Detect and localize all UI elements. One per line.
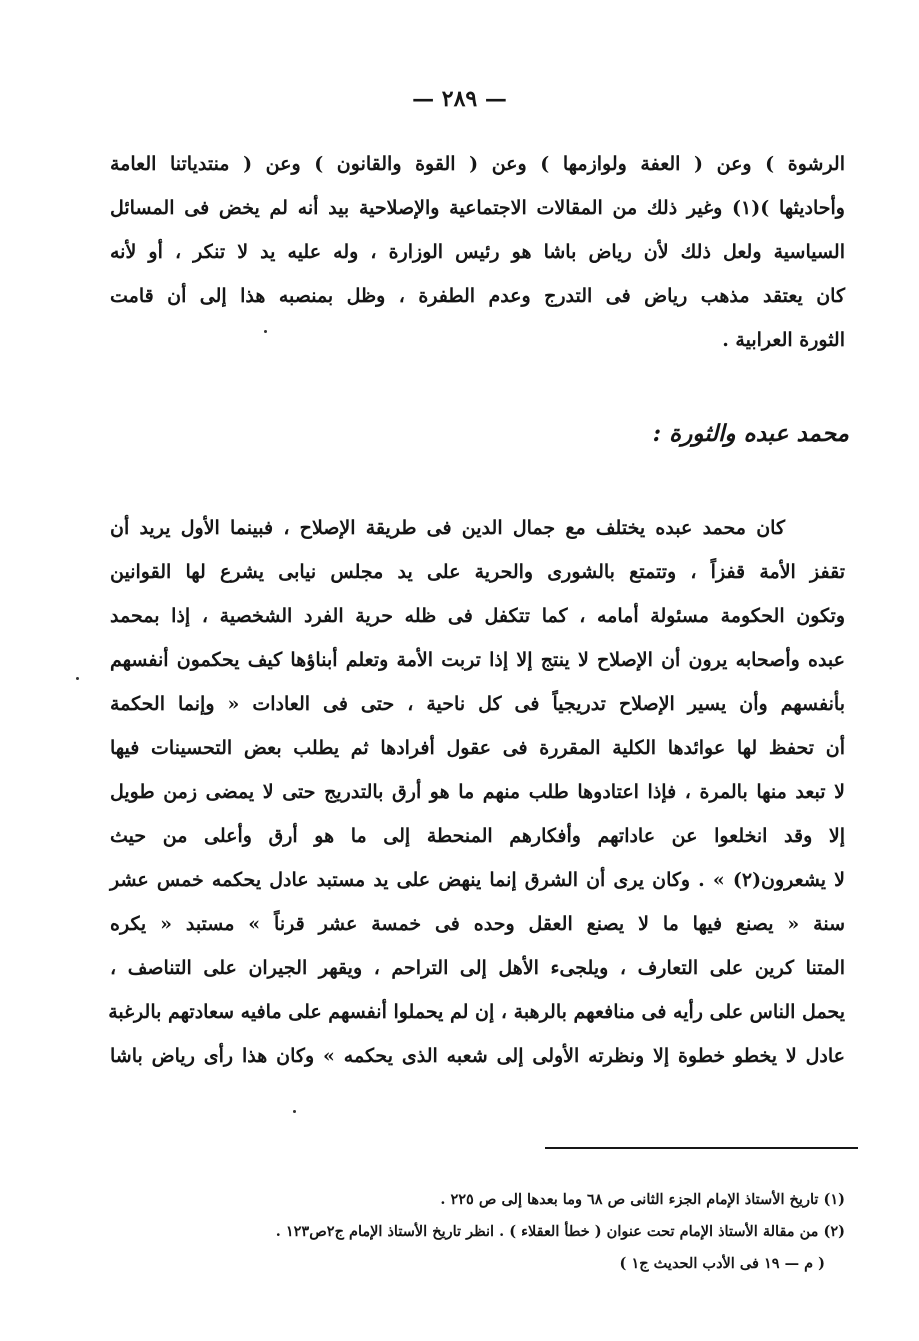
intro-paragraph — [110, 142, 845, 362]
print-speck — [76, 677, 79, 680]
text-line: عبده وأصحابه يرون أن الإصلاح لا ينتج إلا إذا تربت الأمة وتعلم أبناؤها كيف يحكمون أنفسهم — [110, 649, 845, 671]
section-heading: محمد عبده والثورة : — [652, 420, 849, 447]
footnote-divider — [545, 1147, 858, 1149]
text-line: الرشوة ) وعن ( العفة ولوازمها ) وعن ( القوة والقانون ) وعن ( منتدياتنا العامة — [110, 153, 845, 175]
footnote: (١) تاريخ الأستاذ الإمام الجزء الثانى ص ٦٨ وما بعدها إلى ص ٢٢٥ . — [440, 1191, 845, 1208]
text-line: وتكون الحكومة مسئولة أمامه ، كما تتكفل فى ظله حرية الفرد الشخصية ، إذا بمحمد — [110, 605, 845, 627]
text-line: السياسية ولعل ذلك لأن رياض باشا هو رئيس الوزارة ، وله عليه يد لا تنكر ، أو لأنه — [110, 241, 845, 263]
text-line: لا تبعد منها بالمرة ، فإذا اعتادوها طلب منهم ما هو أرق بالتدريج حتى لا يمضى زمن طويل — [110, 781, 845, 803]
text-line: المتنا كرين على التعارف ، ويلجىء الأهل إلى التراحم ، ويقهر الجيران على التناصف ، — [110, 957, 845, 979]
print-speck — [293, 1110, 296, 1113]
text-line: عادل لا يخطو خطوة إلا ونظرته الأولى إلى شعبه الذى يحكمه » وكان هذا رأى رياض باشا — [110, 1045, 845, 1067]
text-line: يحمل الناس على رأيه فى منافعهم بالرهبة ، إن لم يحملوا أنفسهم على مافيه سعادتهم بالرغبة — [108, 1001, 845, 1023]
text-line: كان محمد عبده يختلف مع جمال الدين فى طريقة الإصلاح ، فبينما الأول يريد أن — [110, 517, 785, 539]
text-line: لا يشعرون(٢) » . وكان يرى أن الشرق إنما ينهض على يد مستبد عادل يحكمه خمس عشر — [110, 869, 845, 891]
print-speck — [264, 330, 267, 333]
text-line: أن تحفظ لها عوائدها الكلية المقررة فى عقول أفرادها ثم يطلب بعض التحسينات فيها — [110, 737, 845, 759]
body-paragraph — [110, 506, 845, 1078]
text-line: بأنفسهم وأن يسير الإصلاح تدريجياً فى كل ناحية ، حتى فى العادات « وإنما الحكمة — [110, 693, 845, 715]
text-line: سنة « يصنع فيها ما لا يصنع العقل وحده فى خمسة عشر قرناً » مستبد « يكره — [110, 913, 845, 935]
text-line: إلا وقد انخلعوا عن عاداتهم وأفكارهم المنحطة إلى ما هو أرق وأعلى من حيث — [110, 825, 845, 847]
footnotes — [120, 1184, 845, 1280]
signature-mark: ( م — ١٩ فى الأدب الحديث ج١ ) — [619, 1255, 825, 1272]
page-number: — ٢٨٩ — — [412, 86, 507, 112]
footnote: (٢) من مقالة الأستاذ الإمام تحت عنوان ( خطأ العقلاء ) . انظر تاريخ الأستاذ الإمام ج٢ص١٢٣ . — [275, 1223, 845, 1240]
text-line: تقفز الأمة قفزاً ، وتتمتع بالشورى والحرية على يد مجلس نيابى يشرع لها القوانين — [110, 561, 845, 583]
text-line: وأحاديثها )(١) وغير ذلك من المقالات الاجتماعية والإصلاحية بيد أنه لم يخض فى المسائل — [110, 197, 845, 219]
text-line: كان يعتقد مذهب رياض فى التدرج وعدم الطفرة ، وظل بمنصبه هذا إلى أن قامت — [110, 285, 845, 307]
text-line: الثورة العرابية . — [722, 329, 845, 351]
